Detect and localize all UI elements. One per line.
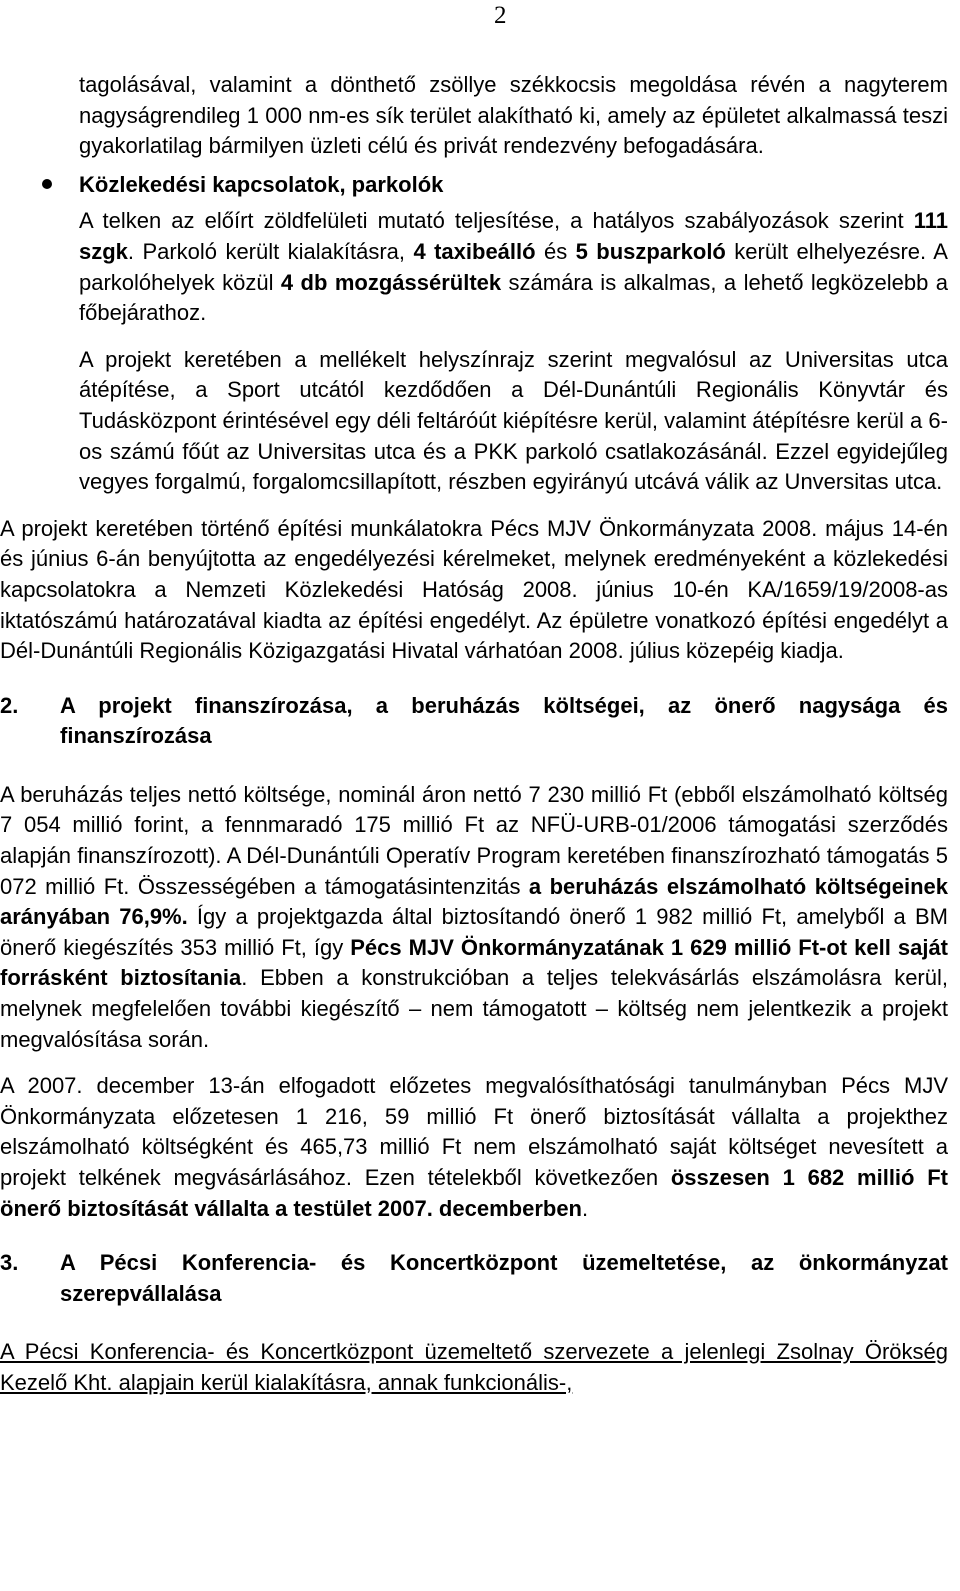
permits-paragraph: A projekt keretében történő építési munkálatokra Pécs MJV Önkormányzata 2008. május 14-én és június 6-án benyújtotta az engedélyezési kérelmeket, melynek eredményeként a közlekedési kapcsolatokra a Nemzeti Közlekedési Hatóság 2008. június 10-én KA/1659/19/2008-as iktatószámú határozatával kiadta az építési engedélyt. Az épületre vonatkozó építési engedélyt a Dél-Dunántúli Regionális Közigazgatási Hivatal várhatóan 2008. július közepéig kiadja. (0, 515, 948, 664)
section-title: A Pécsi Konferencia- és Koncertközpont üzemeltetése, az önkormányzat szerepvállalása (60, 1250, 948, 1306)
commitment-2007-paragraph: A 2007. december 13-án elfogadott előzetes megvalósíthatósági tanulmányban Pécs MJV Önkormányzata előzetesen 1 216, 59 millió Ft önerő biztosítását vállalta a projekthez elszámolható költségként és 465,73 millió Ft nem elszámolható saját költséget nevesített a projekt telkének megvásárlásához. Ezen tételekből következően összesen 1 682 millió Ft önerő biztosítását vállalta a testület 2007. decemberben. (0, 1073, 948, 1221)
section-title: A projekt finanszírozása, a beruházás költségei, az önerő nagysága és finanszírozása (60, 692, 948, 749)
document-body (0, 70, 948, 1399)
universitas-paragraph: A projekt keretében a mellékelt helyszínrajz szerint megvalósul az Universitas utca átépítése, a Sport utcától kezdődően a Dél-Dunántúli Regionális Könyvtár és Tudásközpont érintésével egy déli feltáróút kiépítésre kerül, valamint átépítésre kerül a 6-os számú főút az Universitas utca és a PKK parkoló csatlakozásánál. Ezzel egyidejűleg vegyes forgalmú, forgalomcsillapított, részben egyirányú utcává válik az Unversitas utca. (79, 346, 948, 495)
bullet-list-item (79, 170, 948, 329)
operator-paragraph: A Pécsi Konferencia- és Koncertközpont üzemeltető szervezete a jelenlegi Zsolnay Örökség Kezelő Kht. alapjain kerül kialakításra, annak funkcionális-, (0, 1339, 948, 1395)
section-heading-2 (0, 691, 948, 752)
bullet-title: Közlekedési kapcsolatok, parkolók (79, 171, 444, 197)
costs-paragraph: A beruházás teljes nettó költsége, nominál áron nettó 7 230 millió Ft (ebből elszámolható költség 7 054 millió forint, a fennmaradó 175 millió Ft az NFÜ-URB-01/2006 támogatási szerződés alapján finanszírozott). A Dél-Dunántúli Operatív Program keretében finanszírozható támogatás 5 072 millió Ft. Összességében a támogatásintenzitás a beruházás elszámolható költségeinek arányában 76,9%. Így a projektgazda által biztosítandó önerő 1 982 millió Ft, amelyből a BM önerő kiegészítés 353 millió Ft, így Pécs MJV Önkormányzatának 1 629 millió Ft-ot kell saját forrásként biztosítania. Ebben a konstrukcióban a teljes telekvásárlás elszámolásra kerül, melynek megfelelően további kiegészítő – nem támogatott – költség nem jelentkezik a projekt megvalósítása során. (0, 781, 949, 1052)
section-number: 2. (0, 692, 19, 718)
intro-paragraph: tagolásával, valamint a dönthető zsöllye székkocsis megoldása révén a nagyterem nagyságrendileg 1 000 nm-es sík terület alakítható ki, amely az épületet alkalmassá teszi gyakorlatilag bármilyen üzleti célú és privát rendezvény befogadására. (79, 72, 948, 159)
section-number: 3. (0, 1250, 19, 1276)
section-heading-3 (0, 1248, 948, 1309)
page-number: 2 (494, 2, 507, 29)
bullet-body: A telken az előírt zöldfelületi mutató teljesítése, a hatályos szabályozások szerint 111 szgk. Parkoló került kialakításra, 4 taxibeálló és 5 buszparkoló került elhelyezésre. A parkolóhelyek közül 4 db mozgássérültek számára is alkalmas, a lehető legközelebb a főbejárathoz. (79, 208, 948, 326)
bullet-icon (42, 179, 52, 189)
